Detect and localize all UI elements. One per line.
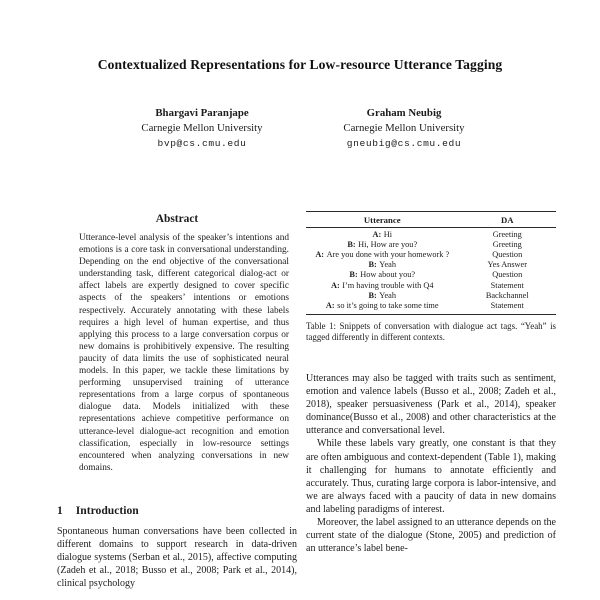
section-title: Introduction <box>75 504 139 517</box>
utterance-cell <box>306 260 459 270</box>
author-block-2 <box>294 106 514 151</box>
speaker-label: A: <box>315 249 325 259</box>
utterance-cell <box>306 230 459 240</box>
da-label: Statement <box>490 280 524 290</box>
table-body <box>306 228 556 315</box>
utterance-cell <box>306 240 459 250</box>
speaker-label: B: <box>368 260 377 270</box>
utterance-text: Are you done with your homework ? <box>326 249 450 259</box>
utterance-text: Yeah <box>379 290 396 300</box>
paper-title: Contextualized Representations for Low-resource Utterance Tagging <box>97 57 503 72</box>
utterance-text: Hi <box>383 229 393 239</box>
utterance-cell <box>306 281 459 291</box>
speaker-label: A: <box>330 280 340 290</box>
utterance-text: Yeah <box>379 260 396 270</box>
table-1 <box>306 211 556 315</box>
section-heading-introduction <box>57 504 297 517</box>
table-row <box>306 250 556 260</box>
da-label: Backchannel <box>485 290 529 300</box>
body-paragraph: Utterances may also be tagged with traits such as sentiment, emotion and valence labels (Busso et al., 2008; Zadeh et al., 2018), speaker persuasiveness (Park et al., 2014), speaker dominance(Busso et al., 2008) and other characteristics at the utterance and conversational level. <box>306 373 556 437</box>
author-name: Graham Neubig <box>366 107 442 119</box>
utterance-text: I’m having trouble with Q4 <box>342 280 434 290</box>
da-label: Greeting <box>492 239 522 249</box>
table-row <box>306 240 556 250</box>
utterance-text: so it’s going to take some time <box>337 300 439 310</box>
utterance-cell <box>306 291 459 301</box>
utterance-cell <box>306 270 459 280</box>
table-1-caption: Table 1: Snippets of conversation with dialogue act tags. “Yeah” is tagged differently in different contexts. <box>306 321 556 342</box>
da-label: Statement <box>490 300 524 310</box>
table-row <box>306 291 556 301</box>
author-email: bvp@cs.cmu.edu <box>157 138 247 149</box>
author-affiliation: Carnegie Mellon University <box>141 122 263 134</box>
speaker-label: A: <box>372 229 382 239</box>
body-paragraph: While these labels vary greatly, one constant is that they are often ambiguous and context-dependent (Table 1), making it challenging for humans to annotate efficiently and accurately. Thus, curating large corpora is labor-intensive, and we are always faced with a paucity of data in new domains and labeling paradigms of interest. <box>306 438 556 515</box>
author-affiliation: Carnegie Mellon University <box>343 122 465 134</box>
table-row <box>306 230 556 240</box>
speaker-label: B: <box>368 290 377 300</box>
table-header-row <box>306 212 556 228</box>
speaker-label: A: <box>325 300 335 310</box>
utterance-text: How about you? <box>360 270 416 280</box>
author-email: gneubig@cs.cmu.edu <box>346 138 462 149</box>
da-label: Yes Answer <box>487 260 527 270</box>
table-row <box>306 301 556 311</box>
table-header-utterance: Utterance <box>363 214 401 225</box>
da-label: Question <box>492 249 523 259</box>
section-number: 1 <box>57 504 63 517</box>
abstract-heading: Abstract <box>155 213 199 225</box>
speaker-label: B: <box>347 239 356 249</box>
table-row <box>306 281 556 291</box>
utterance-cell <box>306 301 459 311</box>
table-header-da: DA <box>500 214 514 225</box>
table-row <box>306 270 556 280</box>
intro-paragraph: Spontaneous human conversations have been collected in different domains to support research in data-driven dialogue systems (Serban et al., 2015), affective computing (Zadeh et al., 2018; Busso et al., 2008; Park et al., 2014), clinical psychology <box>57 526 297 589</box>
table-row <box>306 260 556 270</box>
abstract-text: Utterance-level analysis of the speaker’s intentions and emotions is a core task in conversational understanding. Depending on the end objective of the conversational understanding task, different categorical dialog-act or affect labels are expertly designed to cover specific aspects of the speakers’ intentions or emotions respectively. Accurately annotating with these labels requires a high level of human expertise, and thus applying this process to a large conversation corpus or new domains is prohibitively expensive. The resulting paucity of data limits the use of sophisticated neural models. In this paper, we tackle these limitations by performing unsupervised training of utterance representations from a large corpus of spontaneous dialogue data. Models initialized with these representations achieve competitive performance on utterance-level dialogue-act recognition and emotion classification, especially in low-resource settings encountered when analyzing conversations in new domains. <box>79 233 289 473</box>
author-block-1 <box>92 106 312 151</box>
speaker-label: B: <box>349 270 358 280</box>
utterance-text: Hi, How are you? <box>358 239 418 249</box>
right-column-text <box>306 372 556 555</box>
author-name: Bhargavi Paranjape <box>155 107 249 119</box>
da-label: Question <box>492 270 523 280</box>
body-paragraph: Moreover, the label assigned to an utterance depends on the current state of the dialogue (Stone, 2005) and prediction of an utterance’s label bene- <box>306 517 556 555</box>
utterance-cell <box>306 250 459 260</box>
da-label: Greeting <box>492 229 522 239</box>
